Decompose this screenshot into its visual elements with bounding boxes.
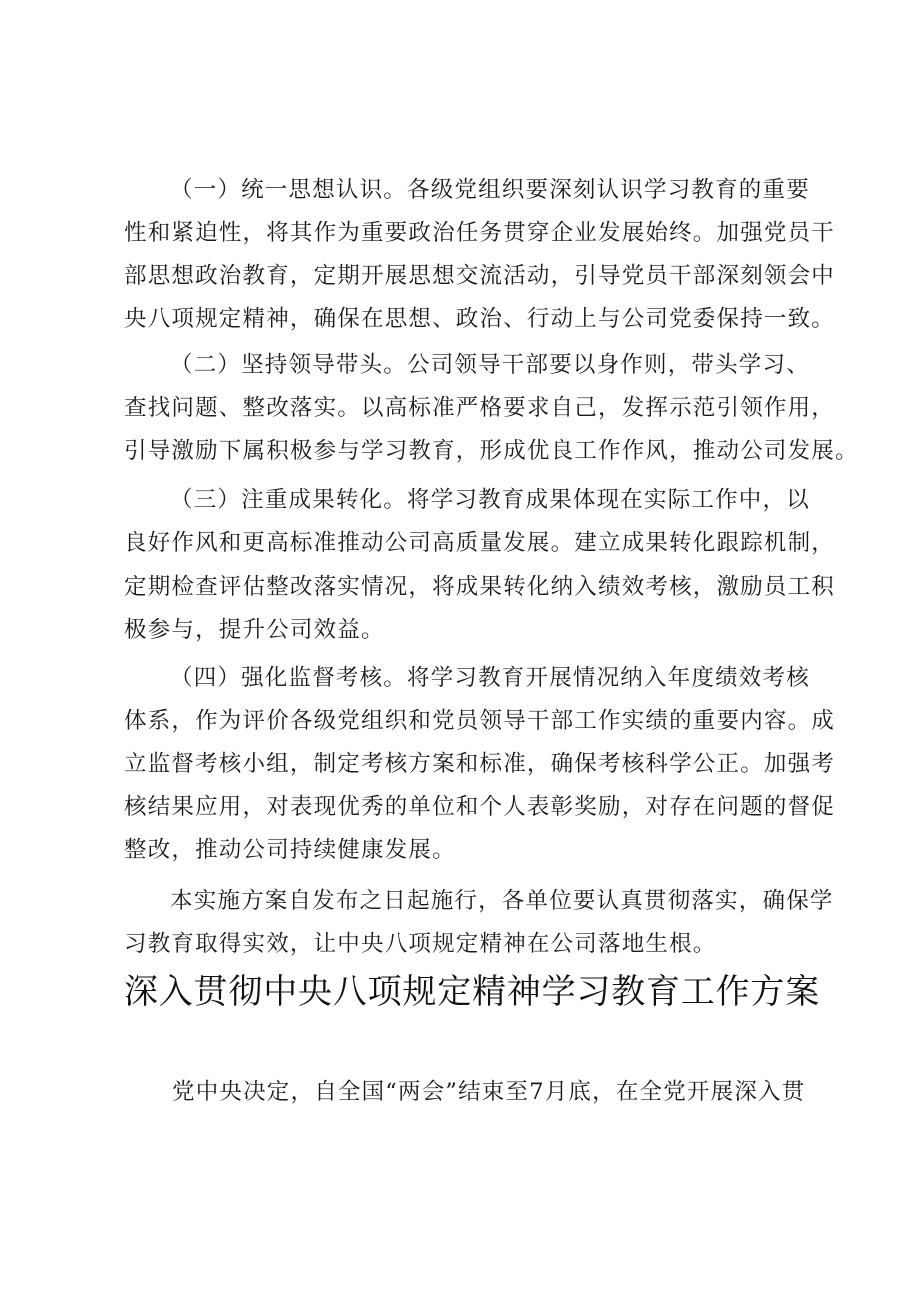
text-line: 核结果应用，对表现优秀的单位和个人表彰奖励，对存在问题的督促 — [124, 794, 836, 820]
text-line: 定期检查评估整改落实情况，将成果转化纳入绩效考核，激励员工积 — [124, 574, 836, 600]
text-line: 立监督考核小组，制定考核方案和标准，确保考核科学公正。加强考 — [124, 751, 836, 777]
document-title: 深入贯彻中央八项规定精神学习教育工作方案 — [124, 972, 820, 1012]
text-line: 央八项规定精神，确保在思想、政治、行动上与公司党委保持一致。 — [124, 306, 836, 332]
text-line: 良好作风和更高标准推动公司高质量发展。建立成果转化跟踪机制， — [124, 530, 836, 556]
text-line: （二）坚持领导带头。公司领导干部要以身作则，带头学习、 — [170, 352, 810, 378]
text-line: 引导激励下属积极参与学习教育，形成优良工作作风，推动公司发展。 — [124, 438, 859, 464]
text-line: 本实施方案自发布之日起施行，各单位要认真贯彻落实，确保学 — [170, 888, 834, 914]
intro-line: 党中央决定，自全国“两会”结束至7月底，在全党开展深入贯 — [172, 1079, 806, 1105]
text-line: （四）强化监督考核。将学习教育开展情况纳入年度绩效考核 — [170, 665, 810, 691]
text-line: 查找问题、整改落实。以高标准严格要求自己，发挥示范引领作用， — [124, 395, 836, 421]
text-line: 部思想政治教育，定期开展思想交流活动，引导党员干部深刻领会中 — [124, 263, 836, 289]
text-line: （一）统一思想认识。各级党组织要深刻认识学习教育的重要 — [170, 177, 810, 203]
text-line: 习教育取得实效，让中央八项规定精神在公司落地生根。 — [124, 931, 717, 957]
text-line: 整改，推动公司持续健康发展。 — [124, 837, 456, 863]
text-line: 性和紧迫性，将其作为重要政治任务贯穿企业发展始终。加强党员干 — [124, 220, 836, 246]
text-line: 极参与，提升公司效益。 — [124, 617, 385, 643]
text-line: （三）注重成果转化。将学习教育成果体现在实际工作中，以 — [170, 487, 810, 513]
text-line: 体系，作为评价各级党组织和党员领导干部工作实绩的重要内容。成 — [124, 708, 836, 734]
